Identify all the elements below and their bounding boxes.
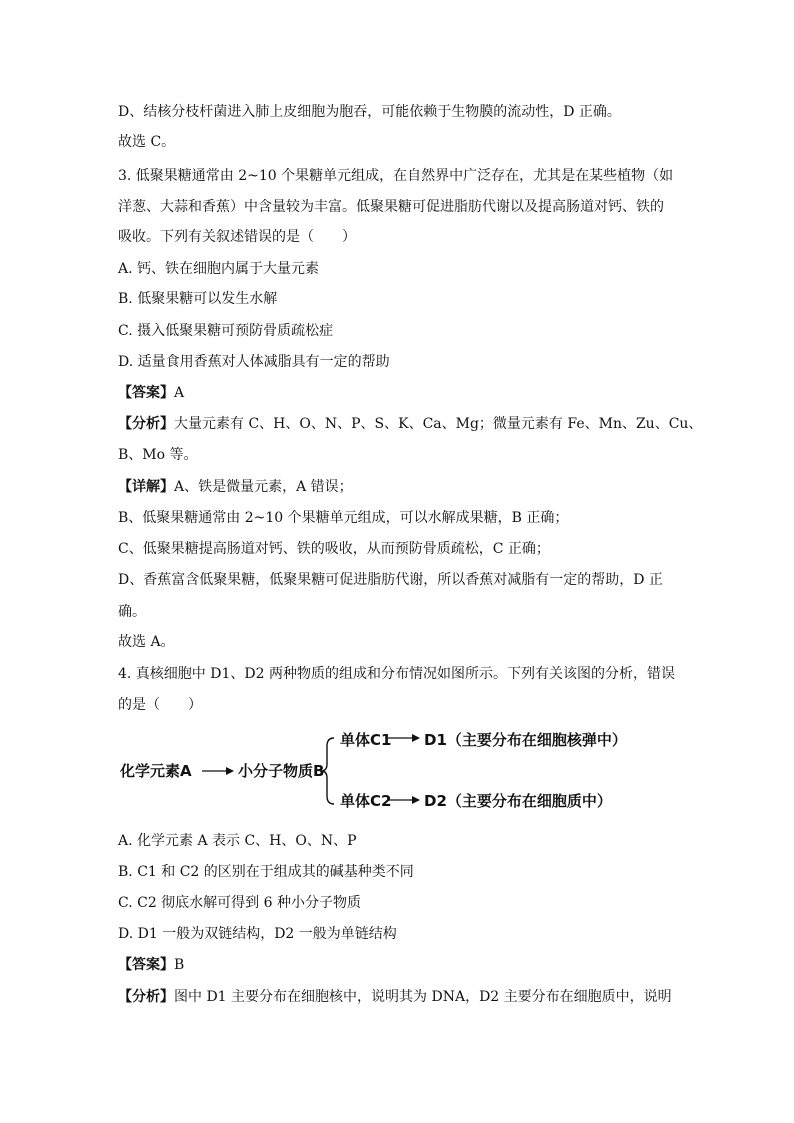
analysis-label: 【分析】: [118, 416, 174, 432]
option-b: B. C1 和 C2 的区别在于组成其的碱基种类不同: [118, 864, 414, 880]
option-b: B. 低聚果糖可以发生水解: [118, 291, 278, 307]
question-3-stem: 洋葱、大蒜和香蕉）中含量较为丰富。低聚果糖可促进脂肪代谢以及提高肠道对钙、铁的: [118, 199, 664, 215]
option-d: D. 适量食用香蕉对人体减脂具有一定的帮助: [118, 354, 390, 370]
arrow-head: [412, 734, 420, 742]
question-4-stem: 的是（ ）: [118, 697, 202, 713]
diagram-d1: D1（主要分布在细胞核弹中）: [424, 731, 627, 749]
q3-analysis: [118, 415, 702, 433]
q3-detail-line: B、低聚果糖通常由 2~10 个果糖单元组成，可以水解成果糖，B 正确；: [118, 510, 569, 526]
detail-label: 【详解】: [118, 479, 174, 495]
q3-detail-line: 确。: [118, 604, 146, 620]
analysis-label: 【分析】: [118, 989, 174, 1005]
text-line: D、结核分枝杆菌进入肺上皮细胞为胞吞，可能依赖于生物膜的流动性，D 正确。: [118, 104, 621, 120]
question-3-stem: 3. 低聚果糖通常由 2~10 个果糖单元组成，在自然界中广泛存在，尤其是在某些植物（如: [118, 168, 674, 184]
option-a: A. 钙、铁在细胞内属于大量元素: [118, 261, 320, 277]
q4-answer: [118, 956, 184, 974]
option-d: D. D1 一般为双链结构，D2 一般为单链结构: [118, 926, 397, 942]
q3-detail-line: 故选 A。: [118, 634, 175, 650]
q3-detail-line: C、低聚果糖提高肠道对钙、铁的吸收，从而预防骨质疏松，C 正确；: [118, 541, 550, 557]
answer-label: 【答案】: [118, 957, 174, 973]
detail-text: A、铁是微量元素，A 错误；: [174, 479, 353, 495]
answer-value: A: [174, 385, 185, 401]
q3-detail: [118, 478, 353, 496]
question-4-stem: 4. 真核细胞中 D1、D2 两种物质的组成和分布情况如图所示。下列有关该图的分析，错误: [118, 666, 675, 682]
q3-analysis-cont: B、Mo 等。: [118, 447, 198, 463]
diagram-d2: D2（主要分布在细胞质中）: [424, 792, 612, 810]
q3-detail-line: D、香蕉富含低聚果糖，低聚果糖可促进脂肪代谢，所以香蕉对减脂有一定的帮助，D 正: [118, 572, 663, 588]
q4-analysis: [118, 988, 672, 1006]
diagram-monomer-c2: 单体C2: [340, 792, 392, 810]
option-c: C. 摄入低聚果糖可预防骨质疏松症: [118, 323, 334, 339]
composition-diagram: [118, 724, 678, 824]
q3-answer: [118, 384, 184, 402]
text-line: 故选 C。: [118, 134, 176, 150]
arrow-head: [412, 796, 420, 804]
diagram-monomer-c1: 单体C1: [340, 731, 392, 749]
analysis-text: 大量元素有 C、H、O、N、P、S、K、Ca、Mg；微量元素有 Fe、Mn、Zu、Cu、: [174, 416, 703, 432]
answer-label: 【答案】: [118, 385, 174, 401]
answer-value: B: [174, 957, 185, 973]
question-3-stem: 吸收。下列有关叙述错误的是（ ）: [118, 229, 356, 245]
arrow-head: [226, 767, 234, 775]
diagram-small-molecule-b: 小分子物质B: [238, 762, 325, 780]
analysis-text: 图中 D1 主要分布在细胞核中，说明其为 DNA，D2 主要分布在细胞质中，说明: [174, 989, 672, 1005]
option-a: A. 化学元素 A 表示 C、H、O、N、P: [118, 833, 357, 849]
option-c: C. C2 彻底水解可得到 6 种小分子物质: [118, 895, 361, 911]
diagram-element-a: 化学元素A: [120, 762, 192, 780]
